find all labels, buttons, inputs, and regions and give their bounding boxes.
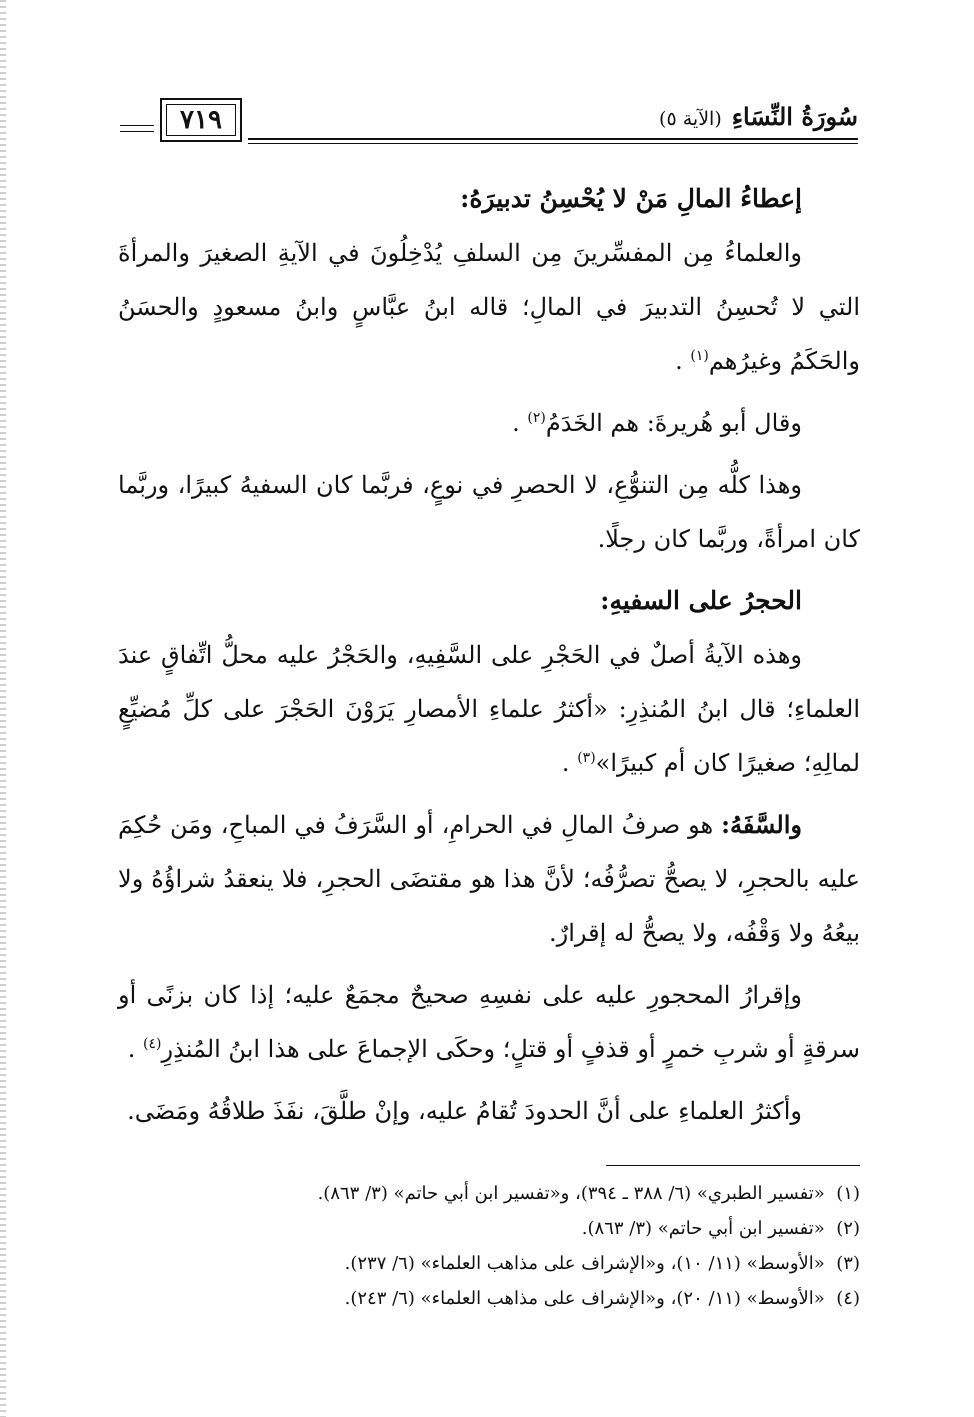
footnote-separator bbox=[606, 1165, 860, 1166]
section-heading: الحجرُ على السفيهِ: bbox=[600, 586, 802, 615]
page-header bbox=[120, 92, 858, 154]
header-title bbox=[659, 102, 858, 131]
footnotes bbox=[100, 1176, 860, 1316]
paragraph bbox=[118, 458, 860, 566]
header-rule bbox=[248, 138, 858, 144]
footnote-text: «الأوسط» (١١/ ١٠)، و«الإشراف على مذاهب العلماء» (٦/ ٢٣٧). bbox=[344, 1253, 825, 1274]
paragraph bbox=[118, 968, 860, 1076]
footnote-marker: (٣) bbox=[577, 750, 596, 766]
footnote-marker: (١) bbox=[690, 348, 709, 364]
paragraph bbox=[118, 628, 860, 790]
paragraph bbox=[118, 226, 860, 388]
paragraph-text: وإقرارُ المحجورِ عليه على نفسِهِ صحيحٌ مجمَعٌ عليه؛ إذا كان بزنًى أو سرقةٍ أو شربِ خمرٍ أو قذفٍ أو قتلٍ؛ وحكَى الإجماعَ على هذا ابنُ المُنذِرِ bbox=[118, 981, 860, 1063]
footnote-text: «تفسير الطبري» (٦/ ٣٨٨ ـ ٣٩٤)، و«تفسير ابن أبي حاتم» (٣/ ٨٦٣). bbox=[317, 1183, 825, 1204]
footnote-text: «تفسير ابن أبي حاتم» (٣/ ٨٦٣). bbox=[581, 1218, 825, 1239]
section-heading: إعطاءُ المالِ مَنْ لا يُحْسِنُ تدبيرَهُ: bbox=[460, 184, 802, 213]
footnote-number: (٣) bbox=[836, 1253, 860, 1274]
footnote-number: (١) bbox=[836, 1183, 860, 1204]
footnote-marker: (٤) bbox=[143, 1036, 162, 1052]
paragraph-end: . bbox=[127, 1035, 136, 1063]
surah-title: سُورَةُ النِّسَاءِ bbox=[731, 102, 858, 131]
footnote-text: «الأوسط» (١١/ ٢٠)، و«الإشراف على مذاهب العلماء» (٦/ ٢٤٣). bbox=[344, 1288, 825, 1309]
paragraph-end: . bbox=[675, 347, 683, 375]
scan-edge-artifact bbox=[0, 0, 6, 1417]
paragraph-text: وهذا كلُّه مِن التنوُّعِ، لا الحصرِ في نوعٍ، فربَّما كان السفيهُ كبيرًا، وربَّما كان امرأةً، وربَّما كان رجلًا. bbox=[118, 471, 860, 553]
footnote-number: (٤) bbox=[836, 1288, 860, 1309]
paragraph bbox=[118, 798, 860, 960]
footnote bbox=[100, 1211, 860, 1246]
footnote-number: (٢) bbox=[836, 1218, 860, 1239]
paragraph-end: . bbox=[512, 409, 520, 437]
page-number-frame bbox=[160, 98, 242, 142]
paragraph bbox=[118, 396, 860, 450]
term-lead: والسَّفَهُ: bbox=[721, 810, 802, 839]
paragraph-text: وأكثرُ العلماءِ على أنَّ الحدودَ تُقامُ عليه، وإنْ طلَّقَ، نفَذَ طلاقُهُ ومَضَى. bbox=[127, 1097, 802, 1125]
paragraph-end: . bbox=[561, 749, 570, 777]
header-rule-left bbox=[120, 125, 154, 132]
footnote bbox=[100, 1246, 860, 1281]
paragraph bbox=[118, 1084, 860, 1138]
footnote-marker: (٢) bbox=[527, 410, 546, 426]
paragraph-text: والعلماءُ مِن المفسِّرينَ مِن السلفِ يُدْخِلُونَ في الآيةِ الصغيرَ والمرأةَ التي لا تُحسِنُ التدبيرَ في المالِ؛ قاله ابنُ عبَّاسٍ وابنُ مسعودٍ والحسَنُ والحَكَمُ وغيرُهم bbox=[118, 239, 860, 375]
paragraph-text: وهذه الآيةُ أصلٌ في الحَجْرِ على السَّفِيهِ، والحَجْرُ عليه محلُّ اتِّفاقٍ عندَ العلماءِ؛ قال ابنُ المُنذِرِ: «أكثرُ علماءِ الأمصارِ يَرَوْنَ الحَجْرَ على كلِّ مُضيِّعٍ لمالِهِ؛ صغيرًا كان أم كبيرًا» bbox=[118, 641, 860, 777]
verse-reference: (الآية ٥) bbox=[659, 108, 722, 130]
page-number: ٧١٩ bbox=[166, 104, 236, 136]
main-text bbox=[118, 172, 860, 1146]
footnote bbox=[100, 1176, 860, 1211]
paragraph-text: هو صرفُ المالِ في الحرامِ، أو السَّرَفُ في المباحِ، ومَن حُكِمَ عليه بالحجرِ، لا يصحُّ تصرُّفُه؛ لأنَّ هذا هو مقتضَى الحجرِ، فلا ينعقدُ شراؤُهُ ولا بيعُهُ ولا وَقْفُه، ولا يصحُّ له إقرارٌ. bbox=[118, 811, 860, 947]
footnote bbox=[100, 1281, 860, 1316]
paragraph-text: وقال أبو هُريرةَ: هم الخَدَمُ bbox=[545, 409, 802, 437]
